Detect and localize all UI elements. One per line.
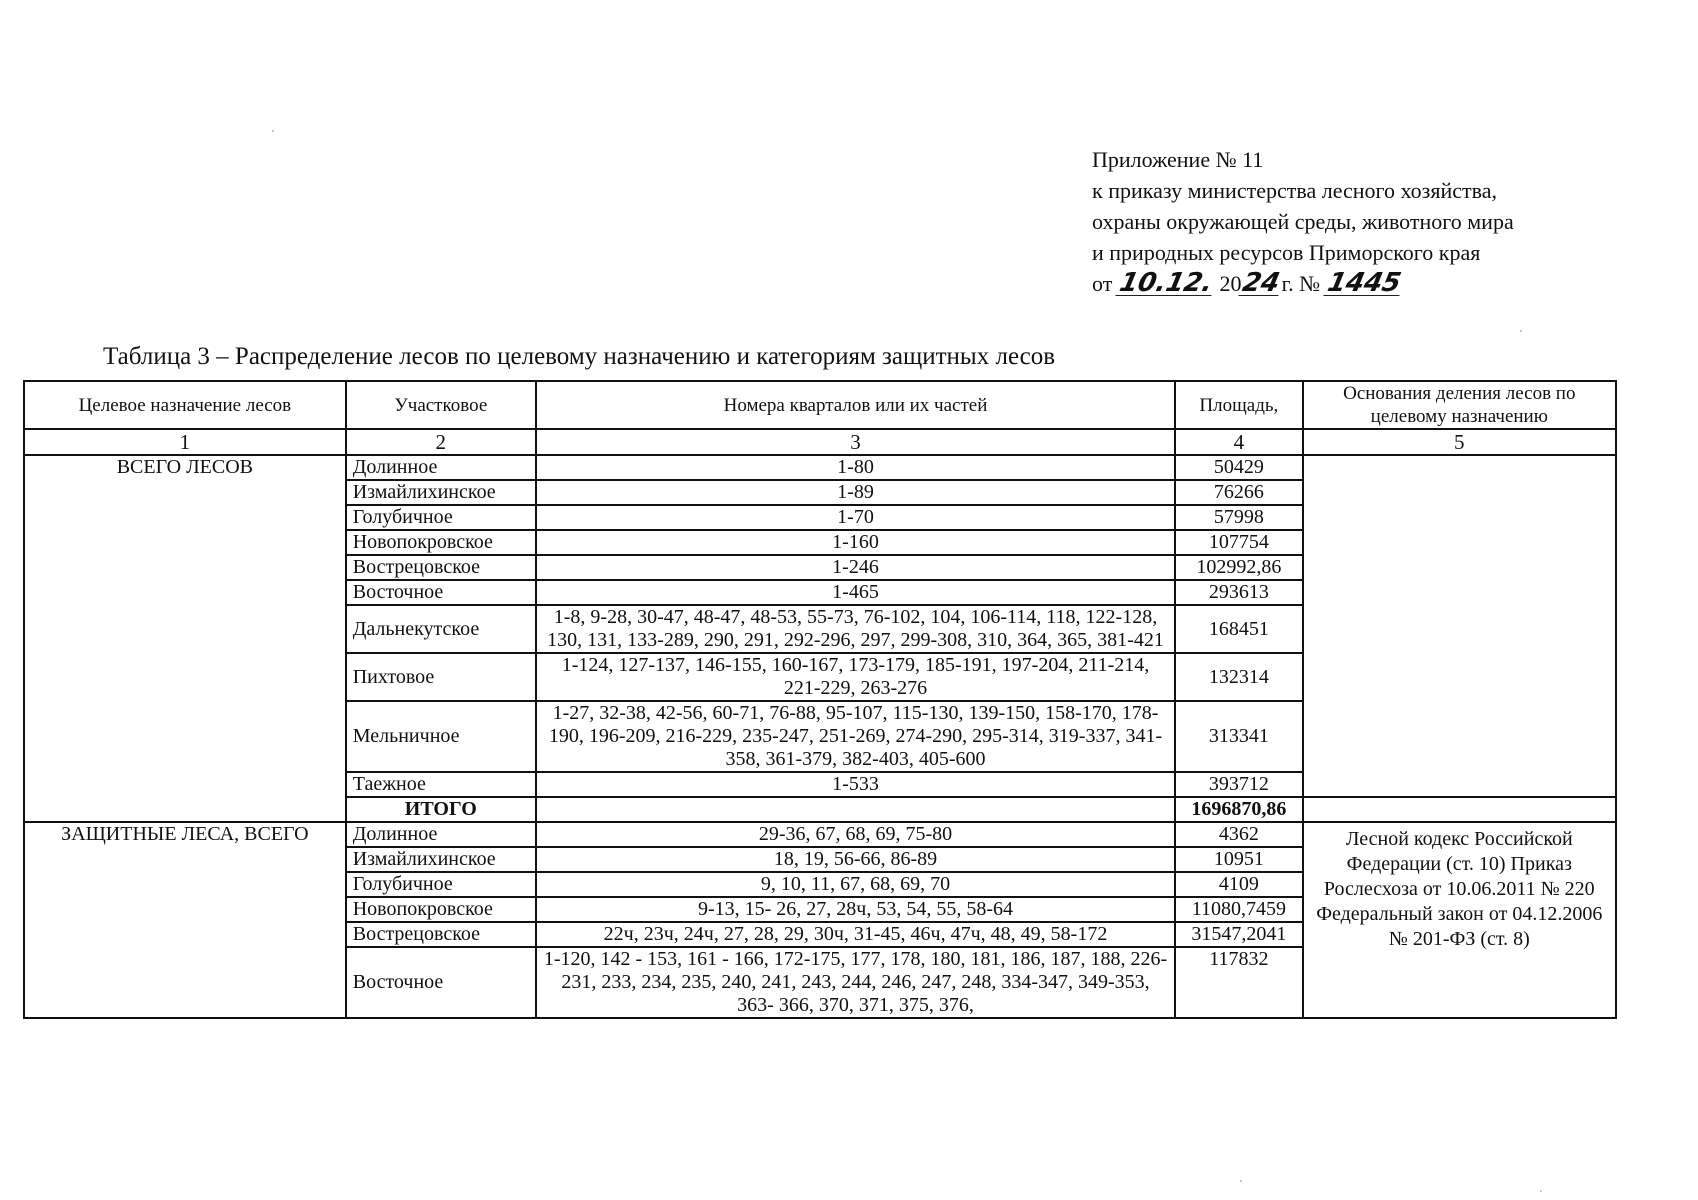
- year-suffix: г. №: [1281, 271, 1321, 296]
- area-cell: 132314: [1175, 653, 1302, 701]
- header-area: Площадь,: [1175, 381, 1302, 429]
- area-cell: 393712: [1175, 772, 1302, 797]
- table-row: [24, 822, 1616, 847]
- total-basis-empty: [1303, 797, 1616, 822]
- quarters-cell: 9-13, 15- 26, 27, 28ч, 53, 54, 55, 58-64: [536, 897, 1175, 922]
- scan-speck: [1520, 330, 1522, 332]
- table-caption: Таблица 3 – Распределение лесов по целевому назначению и категориям защитных лесов: [103, 343, 1056, 370]
- area-cell: 107754: [1175, 530, 1302, 555]
- date-prefix: от: [1092, 271, 1113, 296]
- basis-cell: Лесной кодекс Российской Федерации (ст. 10) Приказ Рослесхоза от 10.06.2011 № 220 Федеральный закон от 04.12.2006 № 201-ФЗ (ст. 8): [1303, 822, 1616, 1018]
- table-row: [24, 455, 1616, 480]
- area-cell: 31547,2041: [1175, 922, 1302, 947]
- scan-speck: [1240, 1180, 1242, 1182]
- district-cell: Измайлихинское: [346, 847, 536, 872]
- total-quarters-empty: [536, 797, 1175, 822]
- column-number: 4: [1175, 429, 1302, 455]
- district-cell: Пихтовое: [346, 653, 536, 701]
- handwritten-date: 10.12.: [1116, 268, 1216, 298]
- group-label-all-forests: ВСЕГО ЛЕСОВ: [24, 455, 346, 822]
- annex-date-line: [1092, 268, 1514, 299]
- quarters-cell: 1-70: [536, 505, 1175, 530]
- district-cell: Мельничное: [346, 701, 536, 772]
- district-cell: Измайлихинское: [346, 480, 536, 505]
- forest-distribution-table: [23, 380, 1617, 1019]
- area-cell: 168451: [1175, 605, 1302, 653]
- quarters-cell: 1-80: [536, 455, 1175, 480]
- group-label-protective-forests: ЗАЩИТНЫЕ ЛЕСА, ВСЕГО: [24, 822, 346, 1018]
- district-cell: Новопокровское: [346, 530, 536, 555]
- district-cell: Восточное: [346, 947, 536, 1018]
- total-area: 1696870,86: [1175, 797, 1302, 822]
- header-purpose: Целевое назначение лесов: [24, 381, 346, 429]
- district-cell: Голубичное: [346, 505, 536, 530]
- area-cell: 293613: [1175, 580, 1302, 605]
- area-cell: 4362: [1175, 822, 1302, 847]
- scan-speck: [1540, 1190, 1542, 1192]
- area-cell: 117832: [1175, 947, 1302, 1018]
- district-cell: Дальнекутское: [346, 605, 536, 653]
- quarters-cell: 1-246: [536, 555, 1175, 580]
- annex-header: [1092, 144, 1514, 299]
- quarters-cell: 1-120, 142 - 153, 161 - 166, 172-175, 177, 178, 180, 181, 186, 187, 188, 226-231, 233, 234, 235, 240, 241, 243, 244, 246, 247, 248, 334-347, 349-353, 363- 366, 370, 371, 375, 376,: [536, 947, 1175, 1018]
- quarters-cell: 1-465: [536, 580, 1175, 605]
- area-cell: 10951: [1175, 847, 1302, 872]
- area-cell: 57998: [1175, 505, 1302, 530]
- area-cell: 11080,7459: [1175, 897, 1302, 922]
- annex-line-2: к приказу министерства лесного хозяйства,: [1092, 178, 1498, 203]
- quarters-cell: 22ч, 23ч, 24ч, 27, 28, 29, 30ч, 31-45, 46ч, 47ч, 48, 49, 58-172: [536, 922, 1175, 947]
- district-cell: Долинное: [346, 455, 536, 480]
- quarters-cell: 9, 10, 11, 67, 68, 69, 70: [536, 872, 1175, 897]
- district-cell: Вострецовское: [346, 922, 536, 947]
- annex-line-1: Приложение № 11: [1092, 147, 1264, 172]
- quarters-cell: 1-124, 127-137, 146-155, 160-167, 173-179, 185-191, 197-204, 211-214, 221-229, 263-276: [536, 653, 1175, 701]
- year-prefix: 20: [1219, 271, 1242, 296]
- quarters-cell: 29-36, 67, 68, 69, 75-80: [536, 822, 1175, 847]
- district-cell: Новопокровское: [346, 897, 536, 922]
- district-cell: Восточное: [346, 580, 536, 605]
- district-cell: Долинное: [346, 822, 536, 847]
- basis-cell-empty: [1303, 455, 1616, 797]
- area-cell: 50429: [1175, 455, 1302, 480]
- handwritten-order-number: 1445: [1324, 268, 1404, 298]
- annex-line-4: и природных ресурсов Приморского края: [1092, 240, 1481, 265]
- district-cell: Голубичное: [346, 872, 536, 897]
- quarters-cell: 1-27, 32-38, 42-56, 60-71, 76-88, 95-107, 115-130, 139-150, 158-170, 178-190, 196-209, 216-229, 235-247, 251-269, 274-290, 295-314, 319-337, 341-358, 361-379, 382-403, 405-600: [536, 701, 1175, 772]
- column-number-row: [24, 429, 1616, 455]
- header-basis: Основания деления лесов по целевому назначению: [1303, 381, 1616, 429]
- column-number: 2: [346, 429, 536, 455]
- header-district: Участковое: [346, 381, 536, 429]
- quarters-cell: 1-533: [536, 772, 1175, 797]
- column-number: 3: [536, 429, 1175, 455]
- area-cell: 4109: [1175, 872, 1302, 897]
- column-number: 5: [1303, 429, 1616, 455]
- district-cell: Вострецовское: [346, 555, 536, 580]
- district-cell: Таежное: [346, 772, 536, 797]
- area-cell: 313341: [1175, 701, 1302, 772]
- area-cell: 76266: [1175, 480, 1302, 505]
- quarters-cell: 1-8, 9-28, 30-47, 48-47, 48-53, 55-73, 76-102, 104, 106-114, 118, 122-128, 130, 131, 133-289, 290, 291, 292-296, 297, 299-308, 310, 364, 365, 381-421: [536, 605, 1175, 653]
- quarters-cell: 18, 19, 56-66, 86-89: [536, 847, 1175, 872]
- column-number: 1: [24, 429, 346, 455]
- table-header-row: [24, 381, 1616, 429]
- scan-speck: [272, 130, 274, 132]
- header-quarters: Номера кварталов или их частей: [536, 381, 1175, 429]
- handwritten-year: 24: [1240, 268, 1283, 298]
- area-cell: 102992,86: [1175, 555, 1302, 580]
- total-label: ИТОГО: [346, 797, 536, 822]
- quarters-cell: 1-89: [536, 480, 1175, 505]
- quarters-cell: 1-160: [536, 530, 1175, 555]
- annex-line-3: охраны окружающей среды, животного мира: [1092, 209, 1514, 234]
